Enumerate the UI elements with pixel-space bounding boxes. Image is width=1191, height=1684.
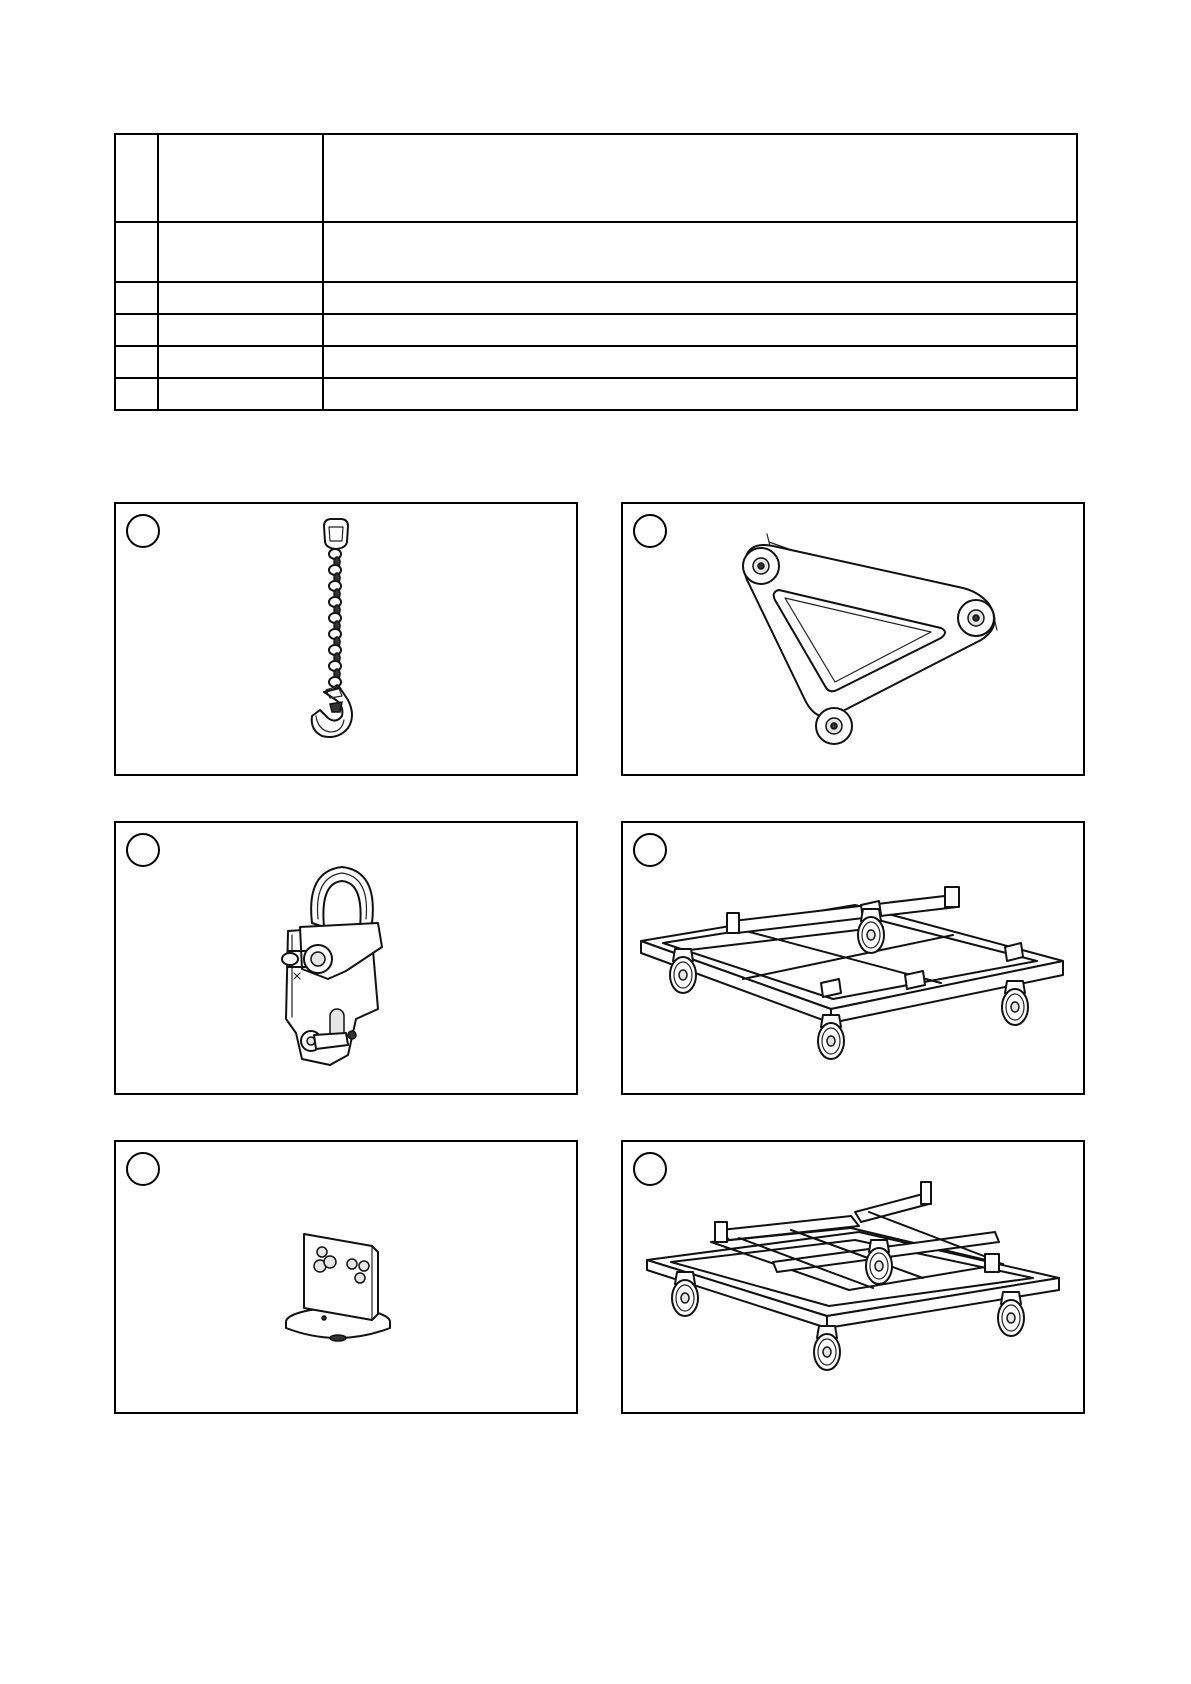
table-row (115, 378, 1077, 410)
row-name-cell (158, 378, 323, 410)
row-number-cell (115, 378, 158, 410)
chain-hoist-icon (116, 504, 580, 778)
row-description-cell (323, 346, 1077, 378)
components-table (114, 133, 1078, 411)
triangle-bracket-icon (623, 504, 1087, 778)
row-number-cell (115, 222, 158, 282)
angle-base-plate-icon (116, 1142, 580, 1416)
table-row (115, 314, 1077, 346)
table-row (115, 222, 1077, 282)
component-panel-3 (114, 821, 578, 1095)
row-name-cell (158, 222, 323, 282)
row-name-cell (158, 346, 323, 378)
row-name-cell (158, 282, 323, 314)
component-panel-1 (114, 502, 578, 776)
component-panel-4 (621, 821, 1085, 1095)
component-panel-5 (114, 1140, 578, 1414)
row-description-cell (323, 222, 1077, 282)
table-row (115, 346, 1077, 378)
row-number-cell (115, 314, 158, 346)
row-description-cell (323, 282, 1077, 314)
shackle-plate-icon (116, 823, 580, 1097)
table-row (115, 282, 1077, 314)
dolly-frame-icon (623, 1142, 1087, 1416)
table-row (115, 134, 1077, 222)
row-description-cell (323, 314, 1077, 346)
row-description-cell (323, 134, 1077, 222)
dolly-cart-icon (623, 823, 1087, 1097)
row-description-cell (323, 378, 1077, 410)
row-number-cell (115, 282, 158, 314)
row-name-cell (158, 314, 323, 346)
row-number-cell (115, 346, 158, 378)
row-number-cell (115, 134, 158, 222)
row-name-cell (158, 134, 323, 222)
component-panel-2 (621, 502, 1085, 776)
component-panel-6 (621, 1140, 1085, 1414)
